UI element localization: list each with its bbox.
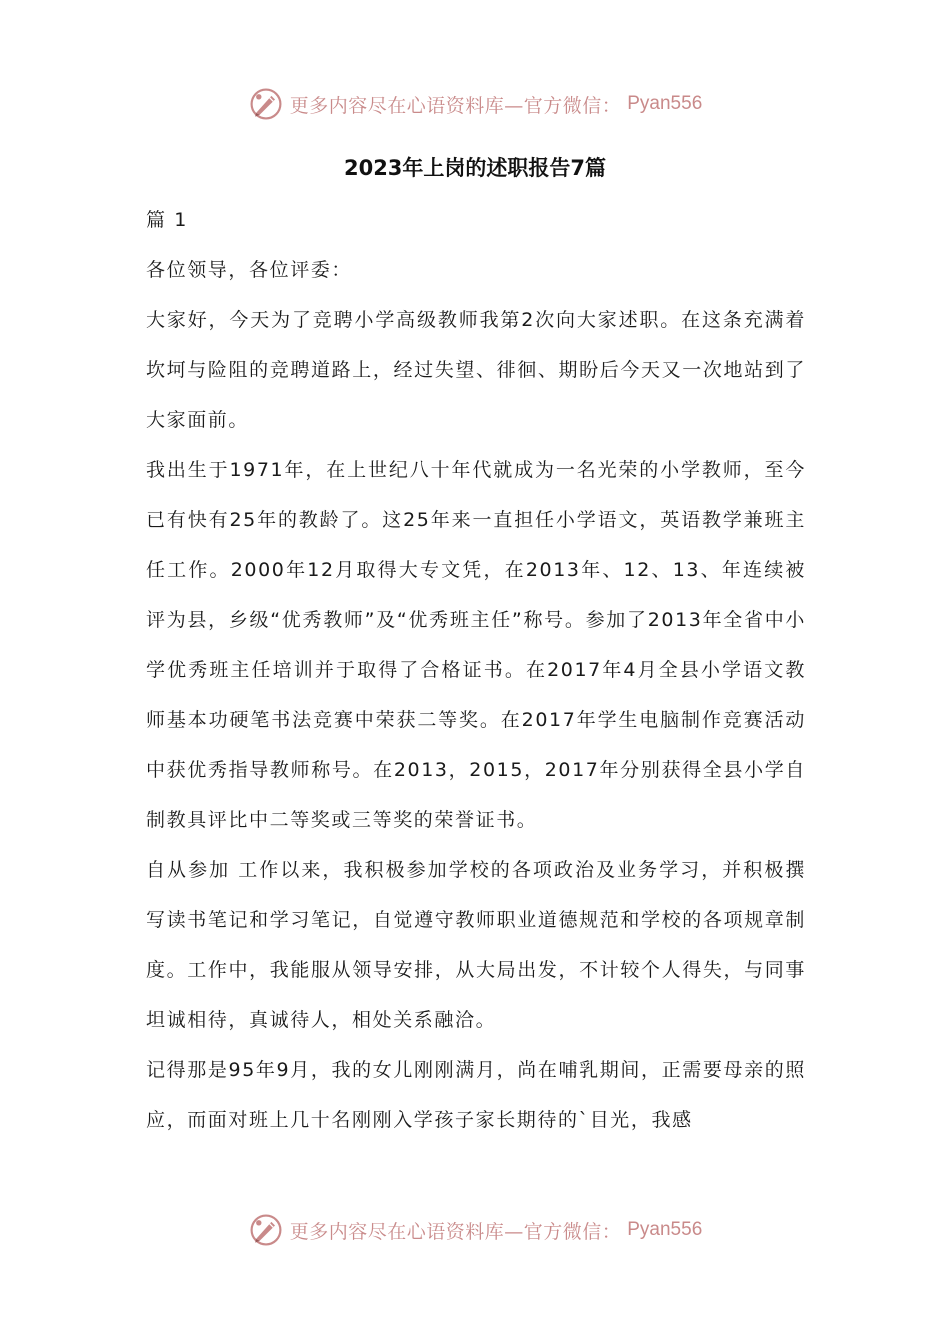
banner-text: 更多内容尽在心语资料库—官方微信：	[289, 1220, 622, 1243]
banner-wechat-id: Pyan556	[627, 93, 703, 114]
document-body	[146, 195, 806, 1145]
paragraph-4: 记得那是95年9月，我的女儿刚刚满月，尚在哺乳期间，正需要母亲的照应，而面对班上几十名刚刚入学孩子家长期待的`目光，我感	[146, 1059, 806, 1131]
paragraph-1: 大家好，今天为了竞聘小学高级教师我第2次向大家述职。在这条充满着坎坷与险阻的竞聘道路上，经过失望、徘徊、期盼后今天又一次地站到了大家面前。	[146, 309, 806, 431]
salutation: 各位领导，各位评委：	[146, 259, 353, 281]
pen-logo-icon	[248, 1212, 284, 1248]
paragraph-2: 我出生于1971年，在上世纪八十年代就成为一名光荣的小学教师，至今已有快有25年的教龄了。这25年来一直担任小学语文，英语教学兼班主任工作。2000年12月取得大专文凭，在2013年、12、13、年连续被评为县，乡级“优秀教师”及“优秀班主任”称号。参加了2013年全省中小学优秀班主任培训并于取得了合格证书。在2017年4月全县小学语文教师基本功硬笔书法竞赛中荣获二等奖。在2017年学生电脑制作竞赛活动中获优秀指导教师称号。在2013，2015，2017年分别获得全县小学自制教具评比中二等奖或三等奖的荣誉证书。	[146, 459, 806, 831]
pen-logo-icon	[248, 86, 284, 122]
paragraph-3: 自从参加 工作以来，我积极参加学校的各项政治及业务学习，并积极撰写读书笔记和学习笔记，自觉遵守教师职业道德规范和学校的各项规章制度。工作中，我能服从领导安排，从大局出发，不计较个人得失，与同事坦诚相待，真诚待人，相处关系融洽。	[146, 859, 806, 1031]
header-watermark-banner	[0, 84, 950, 124]
document-title: 2023年上岗的述职报告7篇	[343, 156, 607, 180]
banner-text: 更多内容尽在心语资料库—官方微信：	[289, 94, 622, 117]
section-heading: 篇 1	[146, 209, 188, 231]
banner-wechat-id: Pyan556	[627, 1219, 703, 1240]
footer-watermark-banner	[0, 1210, 950, 1250]
